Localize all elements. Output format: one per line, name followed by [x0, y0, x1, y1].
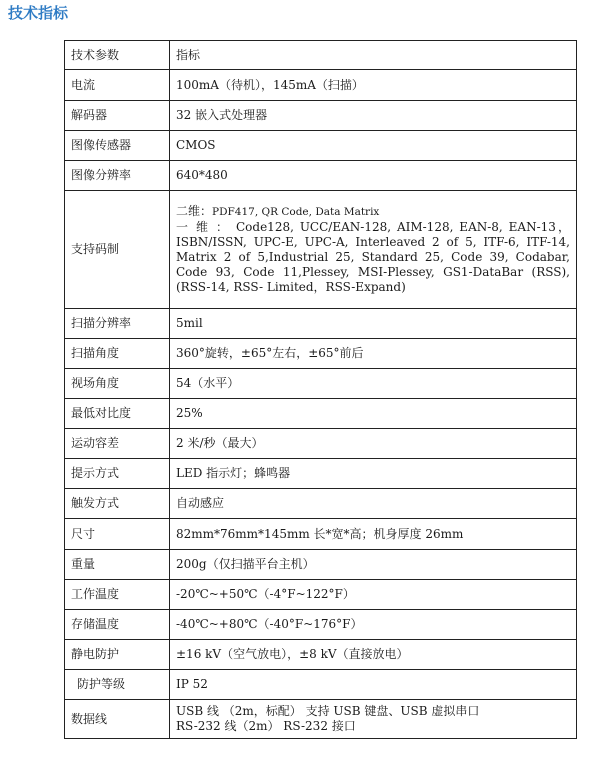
table-row: [65, 369, 577, 399]
table-row: [65, 459, 577, 489]
row-label-sensor: 图像传感器: [65, 131, 170, 161]
table-row: [65, 399, 577, 429]
codes-2d: PDF417, QR Code, Data Matrix: [212, 206, 380, 218]
row-value-storage-temp: -40℃~+80℃（-40°F~176°F）: [170, 610, 577, 640]
row-value-indicator: LED 指示灯；蜂鸣器: [170, 459, 577, 489]
table-row: [65, 610, 577, 640]
row-label-trigger: 触发方式: [65, 489, 170, 519]
codes-2d-prefix: 二维：: [176, 204, 213, 218]
row-label-motion: 运动容差: [65, 429, 170, 459]
row-value-data-line: [170, 700, 577, 739]
table-row: [65, 580, 577, 610]
row-label-data-line: 数据线: [65, 700, 170, 739]
table-row: [65, 309, 577, 339]
row-value-codes: [170, 191, 577, 309]
table-row: [65, 519, 577, 550]
row-value-resolution: 640*480: [170, 161, 577, 191]
row-value-motion: 2 米/秒（最大）: [170, 429, 577, 459]
section-title: 技术指标: [8, 4, 69, 22]
spec-table: [64, 40, 577, 739]
row-label-decoder: 解码器: [65, 101, 170, 131]
row-label-current: 电流: [65, 70, 170, 101]
table-row-data-line: [65, 700, 577, 739]
row-value-ip: IP 52: [170, 670, 577, 700]
table-header-row: [65, 41, 577, 70]
row-label-codes: 支持码制: [65, 191, 170, 309]
row-value-sensor: CMOS: [170, 131, 577, 161]
header-spec: 指标: [170, 41, 577, 70]
row-value-work-temp: -20℃~+50℃（-4°F~122°F）: [170, 580, 577, 610]
table-row: [65, 429, 577, 459]
table-row: [65, 70, 577, 101]
row-label-ip: 防护等级: [65, 670, 170, 700]
table-row: [65, 489, 577, 519]
row-label-storage-temp: 存储温度: [65, 610, 170, 640]
row-label-size: 尺寸: [65, 519, 170, 550]
row-label-work-temp: 工作温度: [65, 580, 170, 610]
codes-1d: 一 维 ： Code128, UCC/EAN-128, AIM-128, EAN-8, EAN-13，ISBN/ISSN, UPC-E, UPC-A, Interleaved 2 of 5, ITF-6, ITF-14, Matrix 2 of 5,Industrial 25, Standard 25, Code 39, Codabar, Code 93, Code 11,Plessey, MSI-Plessey, GS1-DataBar (RSS), (RSS-14, RSS- Limited，RSS-Expand): [176, 220, 570, 294]
table-row: [65, 161, 577, 191]
row-value-decoder: 32 嵌入式处理器: [170, 101, 577, 131]
header-param: 技术参数: [65, 41, 170, 70]
row-value-weight: 200g（仅扫描平台主机）: [170, 550, 577, 580]
row-value-contrast: 25%: [170, 399, 577, 429]
row-value-fov: 54（水平）: [170, 369, 577, 399]
row-value-esd: ±16 kV（空气放电），±8 kV（直接放电）: [170, 640, 577, 670]
row-value-trigger: 自动感应: [170, 489, 577, 519]
row-value-scan-angle: 360°旋转，±65°左右，±65°前后: [170, 339, 577, 369]
row-label-scan-resolution: 扫描分辨率: [65, 309, 170, 339]
table-row: [65, 670, 577, 700]
data-line-2: RS-232 线（2m） RS-232 接口: [176, 719, 356, 733]
row-label-contrast: 最低对比度: [65, 399, 170, 429]
row-label-scan-angle: 扫描角度: [65, 339, 170, 369]
row-value-scan-resolution: 5mil: [170, 309, 577, 339]
row-label-weight: 重量: [65, 550, 170, 580]
table-row: [65, 101, 577, 131]
row-label-indicator: 提示方式: [65, 459, 170, 489]
data-line-1: USB 线 （2m，标配） 支持 USB 键盘、USB 虚拟串口: [176, 704, 480, 718]
table-row: [65, 640, 577, 670]
row-value-size: 82mm*76mm*145mm 长*宽*高；机身厚度 26mm: [170, 519, 577, 550]
row-label-esd: 静电防护: [65, 640, 170, 670]
table-row: [65, 550, 577, 580]
table-row: [65, 131, 577, 161]
row-label-resolution: 图像分辨率: [65, 161, 170, 191]
table-row-codes: [65, 191, 577, 309]
codes-2d-line: [176, 204, 570, 220]
row-value-current: 100mA（待机），145mA（扫描）: [170, 70, 577, 101]
table-row: [65, 339, 577, 369]
row-label-fov: 视场角度: [65, 369, 170, 399]
